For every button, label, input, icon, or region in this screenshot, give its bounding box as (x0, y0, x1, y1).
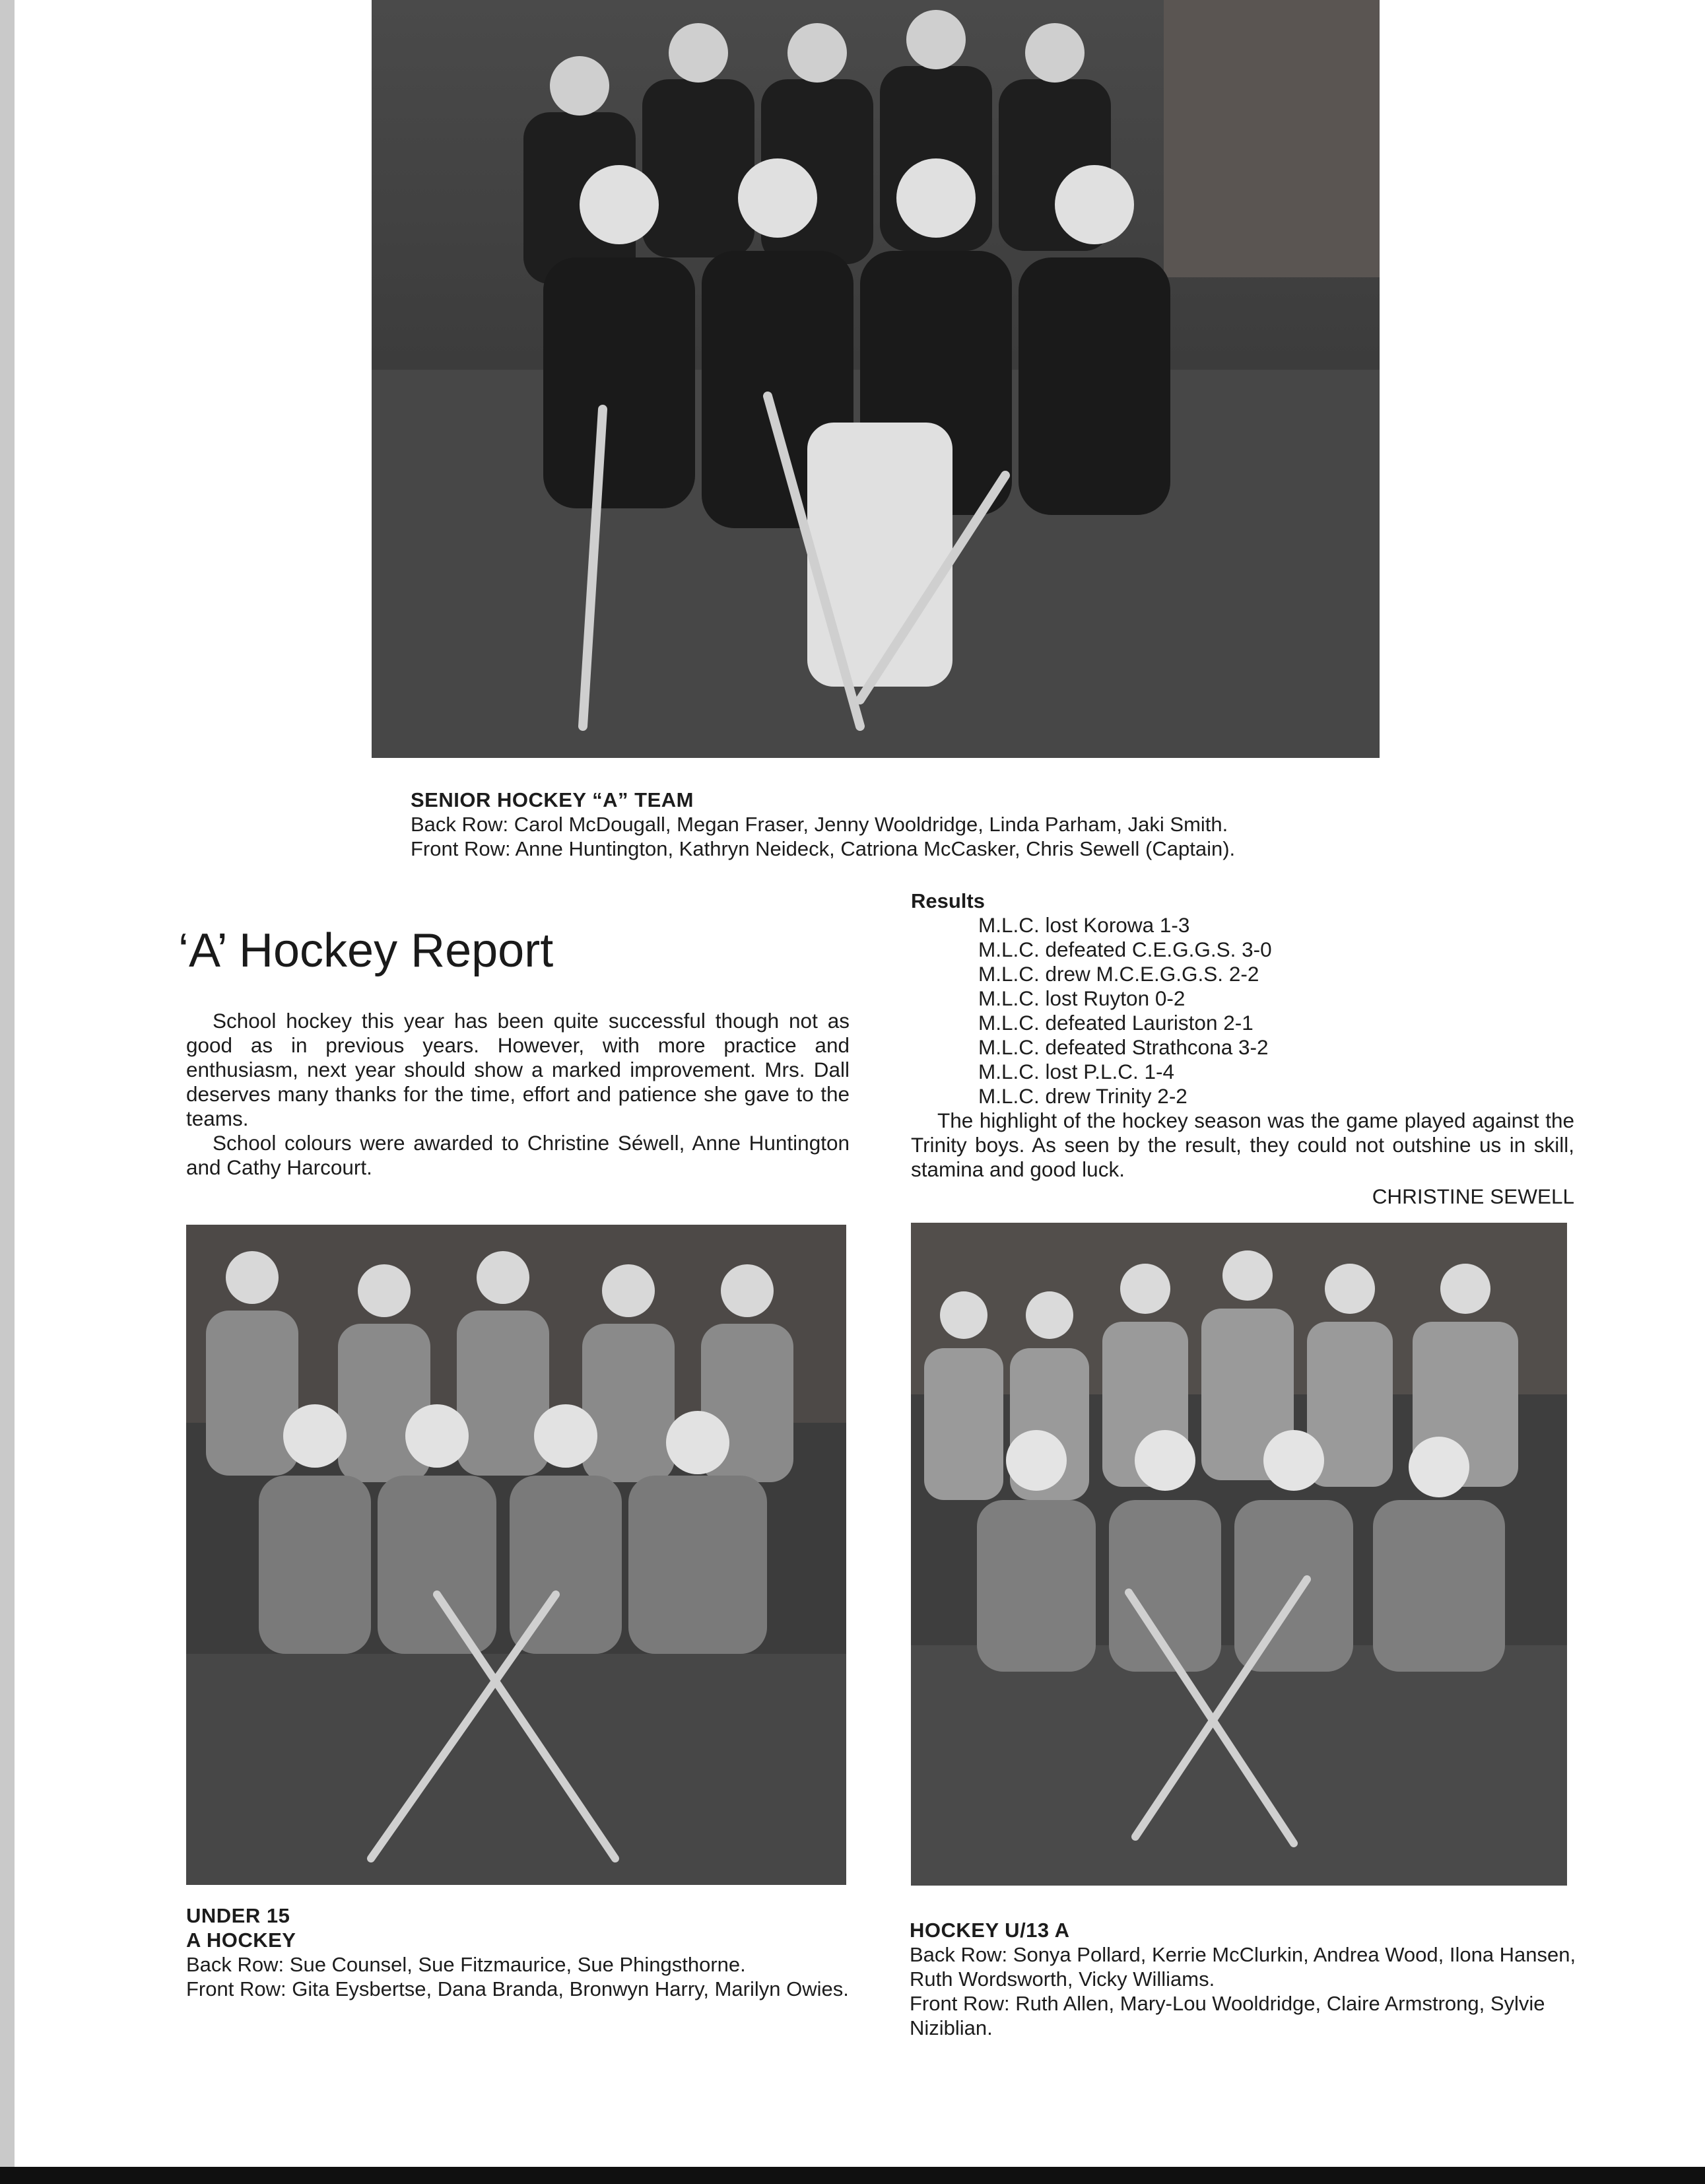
report-author: CHRISTINE SEWELL (1372, 1184, 1574, 1208)
senior-team-caption (411, 788, 1387, 861)
report-paragraph-1: School hockey this year has been quite successful though not as good as in previous years. However, with more practice and enthusiasm, next year should show a marked improvement. Mrs. Dall deserves many thanks for the time, effort and patience she gave to the teams. (186, 1009, 850, 1130)
u13-back-row: Back Row: Sonya Pollard, Kerrie McClurkin, Andrea Wood, Ilona Hansen, Ruth Wordsworth, Vicky Williams. (910, 1943, 1576, 1991)
results-list (911, 913, 1574, 1109)
u13-title: HOCKEY U/13 A (910, 1919, 1070, 1942)
under15-team-photo (186, 1225, 846, 1885)
senior-team-back-row: Back Row: Carol McDougall, Megan Fraser, Jenny Wooldridge, Linda Parham, Jaki Smith. (411, 813, 1228, 836)
results-section (911, 889, 1574, 1209)
under15-back-row: Back Row: Sue Counsel, Sue Fitzmaurice, Sue Phingsthorne. (186, 1953, 746, 1976)
bottom-edge (0, 2167, 1705, 2184)
under15-caption (186, 1903, 859, 2001)
report-paragraph-2: School colours were awarded to Christine Séwell, Anne Huntington and Cathy Harcourt. (186, 1131, 850, 1179)
result-item: M.L.C. defeated Strathcona 3-2 (978, 1035, 1269, 1059)
senior-team-front-row: Front Row: Anne Huntington, Kathryn Neideck, Catriona McCasker, Chris Sewell (Captain). (411, 837, 1236, 860)
result-item: M.L.C. lost Ruyton 0-2 (978, 986, 1186, 1010)
senior-team-title: SENIOR HOCKEY “A” TEAM (411, 788, 694, 811)
result-item: M.L.C. lost P.L.C. 1-4 (978, 1060, 1175, 1083)
report-title: ‘A’ Hockey Report (178, 924, 554, 977)
result-item: M.L.C. defeated C.E.G.G.S. 3-0 (978, 938, 1272, 961)
senior-team-photo (372, 0, 1380, 758)
under15-title-line2: A HOCKEY (186, 1928, 296, 1952)
report-body (186, 1009, 850, 1180)
result-item: M.L.C. defeated Lauriston 2-1 (978, 1011, 1254, 1035)
result-item: M.L.C. drew Trinity 2-2 (978, 1084, 1187, 1108)
under15-front-row: Front Row: Gita Eysbertse, Dana Branda, Bronwyn Harry, Marilyn Owies. (186, 1977, 849, 2000)
result-item: M.L.C. drew M.C.E.G.G.S. 2-2 (978, 962, 1259, 986)
u13-front-row: Front Row: Ruth Allen, Mary-Lou Wooldridge, Claire Armstrong, Sylvie Niziblian. (910, 1992, 1545, 2039)
u13-team-photo (911, 1223, 1567, 1886)
results-highlight: The highlight of the hockey season was the game played against the Trinity boys. As seen by the result, they could not outshine us in skill, stamina and good luck. (911, 1109, 1574, 1181)
page-edge (0, 0, 15, 2184)
under15-title-line1: UNDER 15 (186, 1904, 290, 1927)
u13-caption (910, 1918, 1576, 2040)
results-title: Results (911, 889, 985, 912)
result-item: M.L.C. lost Korowa 1-3 (978, 913, 1190, 937)
